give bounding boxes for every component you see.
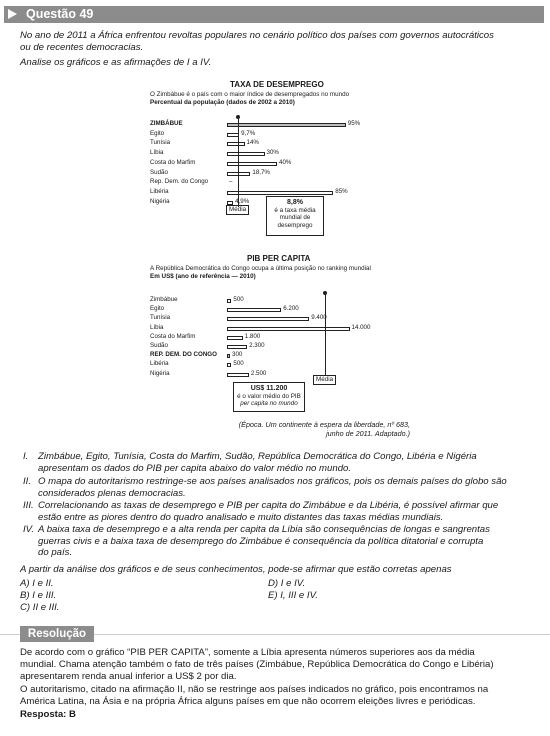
chart1-value-label: 30% [266, 149, 279, 157]
chart2-category-label: Egito [150, 305, 165, 313]
chart2-callout-line: é o valor médio do PIB [237, 392, 301, 400]
statement-line: apresentam os dados do PIB per capita abaixo do valor médio no mundo. [38, 462, 352, 474]
intro-line-3: Analise os gráficos e as afirmações de I a IV. [20, 57, 212, 68]
source-line-2: junho de 2011. Adaptado.) [326, 429, 410, 438]
chart2-value-label: 2.300 [249, 342, 265, 349]
chart1-value-label: 85% [335, 187, 348, 195]
chart1-category-label: Costa do Marfim [150, 158, 196, 166]
chart1-callout-line: mundial de [279, 214, 311, 221]
resolution-line-2: mundial. Chama atenção também o fato de três países (Zimbábue, República Democrática do Congo e Libéria) [20, 659, 494, 670]
chart1-value-label: 18,7% [252, 168, 270, 176]
chart2-category-label: Líbia [150, 323, 164, 331]
chart2-bar [227, 373, 249, 377]
chart1-callout-line: é a taxa média [274, 206, 316, 214]
chart2-value-label: 9.400 [311, 314, 327, 322]
chart2-subtitle2: Em US$ (ano de referência — 2010) [150, 273, 256, 280]
resolution-line-4: O autoritarismo, citado na afirmação II, não se restringe aos países indicados no gráfico, pois encontramos na [20, 684, 489, 695]
chart1-category-label: Sudão [150, 168, 168, 176]
option-d[interactable]: D) I e IV. [268, 578, 306, 589]
chart1-category-label: Nigéria [150, 197, 170, 205]
statement-number: IV. [23, 524, 35, 535]
chart1-bar [227, 201, 233, 205]
chart1-category-label: Tunísia [150, 139, 171, 147]
option-c[interactable]: C) II e III. [20, 602, 60, 613]
chart2-bar [227, 345, 247, 349]
option-a[interactable]: A) I e II. [20, 578, 54, 589]
chart1-bar [227, 162, 277, 166]
chart2-category-label: Zimbábue [150, 296, 178, 303]
chart2-category-label: Sudão [150, 342, 168, 349]
chart1-category-label: Rep. Dem. do Congo [150, 178, 209, 186]
chart1-bar [227, 123, 346, 127]
chart2-bar [227, 299, 231, 303]
question-title: Questão 49 [26, 7, 94, 21]
chart2-value-label: 6.200 [283, 305, 299, 313]
chart2-bar [227, 317, 309, 321]
chart1-average-line [238, 117, 239, 207]
chart2-category-label: REP. DEM. DO CONGO [150, 351, 217, 359]
chart1-subtitle: O Zimbábue é o país com o maior índice de desempregados no mundo [150, 91, 350, 98]
option-b[interactable]: B) I e III. [20, 590, 57, 601]
chart1-callout [266, 196, 324, 236]
chart1-category-label: ZIMBÁBUE [150, 120, 183, 127]
chart2-bar [227, 336, 243, 340]
statement-line: considerados plenas democracias. [38, 487, 186, 499]
chart2-bar [227, 363, 231, 367]
intro-line-1: No ano de 2011 a África enfrentou revoltas populares no cenário político dos países com governos autocráticos [20, 30, 494, 41]
play-triangle-icon [8, 9, 17, 19]
statement-line: Correlacionando as taxas de desemprego e PIB per capita do Zimbábue e da Libéria, é possível afirmar que [38, 500, 499, 511]
source-line-1: (Época. Um continente à espera da liberdade, nº 683, [238, 420, 410, 429]
chart1-bar [227, 142, 245, 146]
chart1-category-label: Egito [150, 129, 165, 137]
chart1-callout-line: desemprego [277, 221, 313, 229]
chart2-category-label: Nigéria [150, 369, 170, 377]
chart2-subtitle: A República Democrática do Congo ocupa a última posição no ranking mundial [150, 265, 371, 272]
chart1-average-dot [236, 115, 240, 119]
statement-number: II. [23, 476, 31, 487]
chart1-value-label: 40% [279, 158, 292, 166]
chart1-subtitle2: Percentual da população (dados de 2002 a 2010) [150, 99, 295, 106]
statement-line: do país. [38, 547, 73, 559]
chart2-category-label: Tunísia [150, 314, 171, 322]
chart2-average-line [325, 293, 326, 375]
statement-number: III. [23, 500, 34, 511]
question-header [4, 6, 544, 23]
chart2-category-label: Libéria [150, 360, 169, 368]
option-e[interactable]: E) I, III e IV. [268, 590, 318, 601]
chart1-category-label: Libéria [150, 187, 169, 195]
chart1-value-label: 95% [347, 120, 361, 127]
statement-number: I. [23, 451, 29, 462]
chart2-bar [227, 354, 230, 358]
chart1-callout-value: 8,8% [287, 199, 303, 206]
chart2-value-label: 500 [233, 360, 244, 368]
statement-line: A baixa taxa de desemprego e a alta renda per capita da Líbia são consequências de longas e sangrentas [38, 524, 490, 535]
chart2-callout-line: per capita no mundo [240, 400, 298, 407]
chart2-average-label: Média [313, 375, 336, 385]
resolution-line-3: apresentarem renda anual inferior a US$ 2 por dia. [20, 671, 237, 682]
chart2-value-label: 300 [232, 351, 243, 359]
statement-line: guerras civis e a baixa taxa de desemprego do Zimbábue é consequência da política ditatorial e corrupta [38, 535, 484, 547]
chart2-title: PIB PER CAPITA [247, 254, 311, 263]
statement-line: Zimbábue, Egito, Tunísia, Costa do Marfim, Sudão, República Democrática do Congo, Libéria e Nigéria [38, 451, 477, 462]
chart2-average-dot [323, 291, 327, 295]
chart2-value-label: 2.500 [250, 369, 267, 377]
resolution-answer: Resposta: B [20, 709, 76, 720]
chart2-value-label: 500 [233, 296, 244, 303]
resolution-line-5: América Latina, na Ásia e na própria África alguns países em que não ocorrem eleições livres e periódicas. [20, 696, 476, 707]
chart2-value-label: 14.000 [351, 323, 371, 331]
chart1-value-label: 14% [246, 139, 259, 147]
question-text: A partir da análise dos gráficos e de seus conhecimentos, pode-se afirmar que estão corretas apenas [20, 564, 452, 575]
chart2-bar [227, 308, 281, 312]
chart1-title: TAXA DE DESEMPREGO [230, 80, 324, 89]
chart2-callout [233, 382, 305, 412]
chart1-value-label: – [229, 178, 233, 186]
statement-line: estão entre as piores dentro do quadro analisado e muito distantes das taxas médias mundiais. [38, 511, 444, 523]
chart1-category-label: Líbia [150, 149, 164, 157]
chart1-bar [227, 152, 265, 156]
resolution-heading: Resolução [20, 626, 94, 642]
chart1-value-label: 4,9% [235, 197, 250, 205]
chart2-category-label: Costa do Marfim [150, 332, 196, 340]
chart2-value-label: 1.800 [244, 332, 261, 340]
chart2-bar [227, 327, 350, 331]
chart1-value-label: 9,7% [241, 129, 256, 137]
statement-line: O mapa do autoritarismo restringe-se aos países analisados nos gráficos, pois os demais países do globo são [38, 476, 507, 487]
chart1-bar [227, 191, 333, 195]
chart2-callout-value: US$ 11.200 [250, 385, 288, 392]
resolution-line-1: De acordo com o gráfico “PIB PER CAPITA”, somente a Líbia apresenta números superiores aos da média [20, 647, 475, 658]
chart1-average-label: Média [226, 205, 249, 215]
intro-line-2: ou de recentes democracias. [20, 42, 144, 53]
